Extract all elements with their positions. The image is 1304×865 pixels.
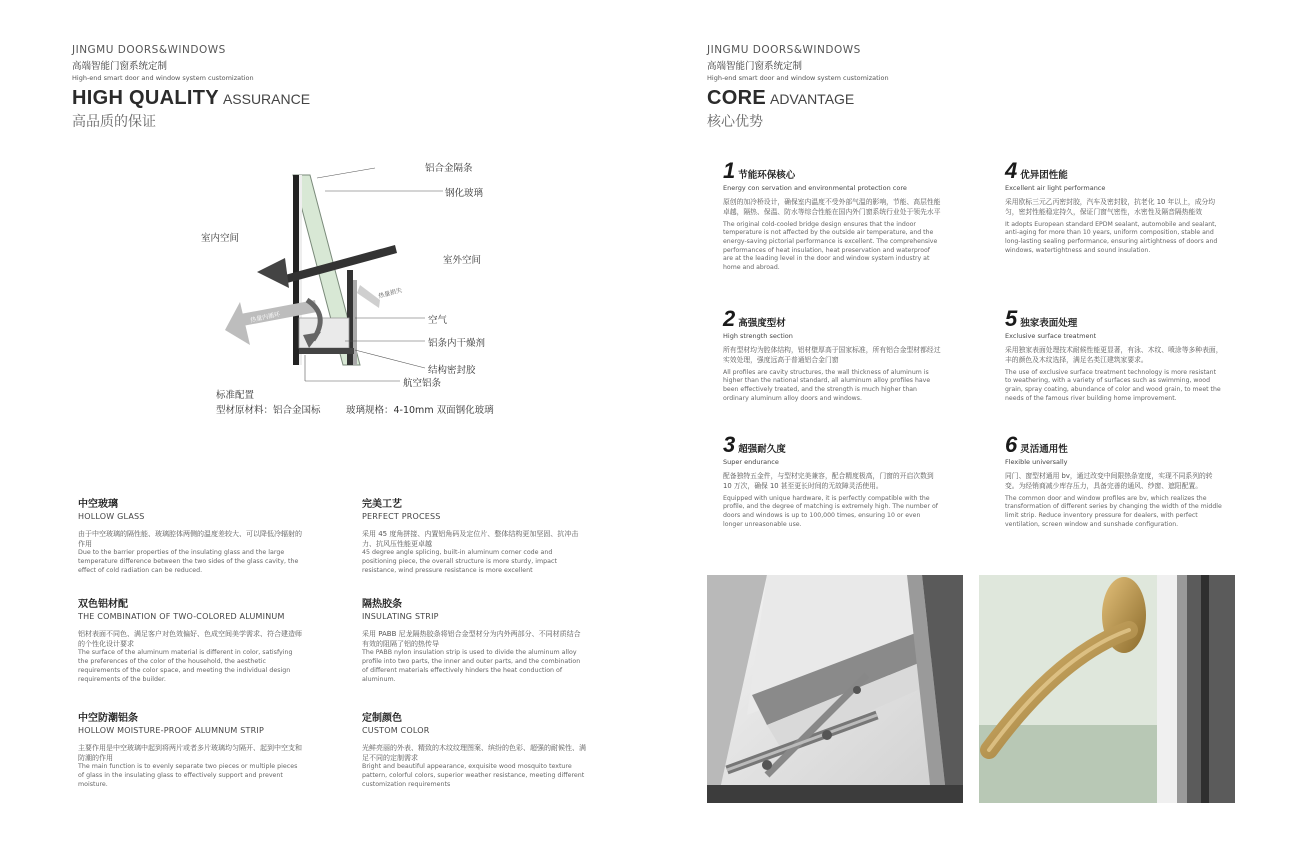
label-air: 空气	[428, 315, 448, 326]
core-title: 节能环保核心	[738, 170, 796, 181]
core-subtitle: Excellent air light performance	[1005, 184, 1106, 192]
spec-profile: 型材原材料：铝合金国标	[216, 405, 321, 416]
feature-title-en: HOLLOW MOISTURE-PROOF ALUMNUM STRIP	[78, 726, 264, 735]
core-title: 独家表面处理	[1020, 318, 1078, 329]
label-tempered-glass: 钢化玻璃	[445, 188, 484, 199]
core-number: 4	[1005, 158, 1018, 183]
core-title: 灵活通用性	[1020, 444, 1068, 455]
feature-text-en: Due to the barrier properties of the insulating glass and the large temperature difference between the two sides of the glass cavity, the effect of cold radiation can be reduced.	[78, 549, 299, 574]
core-text-en: It adopts European standard EPDM sealant, automobile and sealant, anti-aging for more than 10 years, uniform composition, stable and long-lasting sealing performance, ensuring airtightness of doors and windows, watertightness and sound insulation.	[1005, 220, 1218, 254]
brand-en: High-end smart door and window system customization	[707, 74, 889, 82]
core-subtitle: Flexible universally	[1005, 458, 1068, 466]
core-number: 5	[1005, 306, 1018, 331]
feature-text-cn: 铝材表面不同色、满足客户对色效偏好、色成空间美学需求、符合建造师的个性化设计要求	[78, 630, 302, 649]
core-title: 超强耐久度	[738, 444, 786, 455]
core-item-6	[1005, 434, 1223, 529]
page-title-light: ADVANTAGE	[769, 91, 855, 107]
label-sealant: 结构密封胶	[428, 365, 476, 376]
spec-glass: 玻璃规格：4-10mm 双面钢化玻璃	[346, 405, 494, 416]
label-sun-refraction: 太阳光折射	[336, 244, 368, 259]
feature-title-en: THE COMBINATION OF TWO-COLORED ALUMINUM	[78, 612, 285, 621]
brand-name: JINGMU DOORS&WINDOWS	[707, 44, 861, 56]
feature-title-en: HOLLOW GLASS	[78, 512, 145, 521]
window-handle-photo	[979, 575, 1235, 803]
feature-text-cn: 采用 45 度角拼接、内置铝角码及定位片、整体结构更加坚固、抗冲击力、抗风压性能更卓越	[362, 530, 579, 549]
right-brand-block	[707, 44, 889, 131]
core-item-5	[1005, 308, 1223, 403]
core-number: 6	[1005, 432, 1018, 457]
page-title-light: ASSURANCE	[222, 91, 311, 107]
window-hinge-photo	[707, 575, 963, 803]
core-item-2	[723, 308, 941, 403]
feature-text-cn: 光鲜亮丽的外表、精致的木纹纹理图案、缤纷的色彩、超强的耐候性、满足不同的定制需求	[362, 744, 586, 763]
brand-cn: 高端智能门窗系统定制	[707, 61, 803, 72]
core-subtitle: Super endurance	[723, 458, 779, 466]
right-page	[652, 0, 1304, 865]
feature-title: 双色铝材配	[78, 599, 128, 610]
feature-title: 中空玻璃	[78, 499, 118, 510]
core-item-4	[1005, 160, 1223, 255]
core-subtitle: Exclusive surface treatment	[1005, 332, 1097, 340]
page-title	[707, 87, 889, 110]
page-title-bold: CORE	[707, 87, 766, 109]
feature-text-en: The main function is to evenly separate two pieces or multiple pieces of glass in the insulating glass to effectively support and prevent moisture.	[78, 763, 298, 788]
core-text-en: The use of exclusive surface treatment technology is more resistant to weathering, with a variety of surfaces such as swimming, wood grain, spray coating, abundance of color and wood grain, to meet the needs of the famous river building home improvement.	[1005, 368, 1221, 402]
feature-title-en: CUSTOM COLOR	[362, 726, 430, 735]
feature-text-en: 45 degree angle splicing, built-in aluminum corner code and positioning piece, the overall structure is more sturdy, impact resistance, wind pressure resistance is more excellent	[362, 549, 557, 574]
core-title: 高强度型材	[738, 318, 786, 329]
core-text-en: All profiles are cavity structures, the wall thickness of aluminum is higher than the national standard, all aluminum alloy profiles have been effectively treated, and the strength is much higher than ordinary aluminum alloy doors and windows.	[723, 368, 931, 402]
feature-text-en: The surface of the aluminum material is different in color, satisfying the preferences of the color of the household, the aesthetic requirements of the color space, and meeting the individual design requirements of the builder.	[78, 649, 293, 683]
core-number: 1	[723, 158, 736, 183]
label-indoor-space: 室内空间	[201, 233, 240, 244]
feature-title-en: INSULATING STRIP	[362, 612, 439, 621]
core-text-cn: 配备独特五金件，与型材完美兼容，配合精度极高，门窗的开启次数到 10 万次，确保 10 甚至更长时间的无故障灵活使用。	[723, 472, 934, 490]
label-spacer: 铝合金隔条	[425, 163, 473, 174]
brand-cn: 高端智能门窗系统定制	[72, 61, 168, 72]
feature-insulating-strip	[362, 595, 587, 685]
core-text-en: The common door and window profiles are bv, which realizes the transformation of different series by changing the width of the middle limit strip. Reduce inventory pressure for dealers, with perfect ventilation, screen window and sunshade configuration.	[1005, 494, 1222, 528]
feature-two-color-aluminum	[78, 595, 303, 685]
label-desiccant: 铝条内干燥剂	[428, 338, 486, 349]
core-subtitle: Energy con servation and environmental protection core	[723, 184, 907, 192]
left-brand-block	[72, 44, 310, 131]
label-aviation-strip: 航空铝条	[403, 378, 442, 389]
spec-title: 标准配置	[216, 390, 255, 401]
feature-title: 完美工艺	[362, 499, 402, 510]
brand-en: High-end smart door and window system customization	[72, 74, 254, 82]
page-subtitle-cn: 高品质的保证	[72, 114, 156, 130]
page-title-bold: HIGH QUALITY	[72, 87, 219, 109]
core-text-cn: 原创的加冷桥设计，确保室内温度不受外部气温的影响，节能、高层性能卓越，隔热、保温、防水等综合性能在国内外门窗系统行业处于领先水平	[723, 198, 941, 216]
feature-title: 隔热胶条	[362, 599, 402, 610]
feature-text-cn: 由于中空玻璃的隔性能、玻璃腔体两侧的温度差较大、可以降低冷辐射的作用	[78, 530, 302, 549]
core-title: 优异团性能	[1020, 170, 1068, 181]
core-text-cn: 采用独家表面处理技术耐候性能更显著，有泳、木纹、喷涂等多种表面，丰的颜色及木纹选择，满足名类江建筑家要求。	[1005, 346, 1223, 364]
feature-text-en: The PABB nylon insulation strip is used to divide the aluminum alloy profile into two parts, the inner and outer parts, and the combination of different materials effectively hinders the heat conduction of aluminum.	[362, 649, 581, 683]
label-heat-loss: 热量损失	[377, 286, 403, 300]
feature-title: 中空防潮铝条	[78, 713, 138, 724]
label-heat-inner-loop: 热量内循环	[249, 310, 281, 325]
core-text-cn: 所有型材均为腔体结构，铝材壁厚高于国家标准，所有铝合金型材都经过实效处理，强度远高于普通铝合金门窗	[723, 346, 941, 364]
core-text-en: Equipped with unique hardware, it is perfectly compatible with the profile, and the degree of matching is extremely high. The number of doors and windows is up to 100,000 times, ensuring 10 or even longer unreasonable use.	[723, 494, 938, 528]
feature-text-cn: 主要作用是中空玻璃中起到将两片或者多片玻璃均匀隔开、起到中空支和防潮的作用	[78, 744, 302, 763]
core-number: 3	[723, 432, 736, 457]
feature-perfect-process	[362, 495, 587, 576]
core-number: 2	[723, 306, 736, 331]
feature-moisture-proof-strip	[78, 709, 303, 790]
brand-name: JINGMU DOORS&WINDOWS	[72, 44, 226, 56]
core-text-cn: 同门、窗型材通用 bv，通过改变中间限热条宽度，实现不同系列的转变。为经销商减少库存压力，具备完善的通风、纱窗、遮阳配置。	[1005, 472, 1213, 490]
feature-text-en: Bright and beautiful appearance, exquisite wood mosquito texture pattern, colorful colors, superior weather resistance, meeting different customization requirements	[362, 763, 585, 788]
insulating-glass-diagram	[195, 150, 515, 420]
hinge-photo-illustration	[707, 575, 963, 803]
core-item-3	[723, 434, 941, 529]
page-subtitle-cn: 核心优势	[707, 114, 763, 130]
feature-hollow-glass	[78, 495, 303, 576]
core-subtitle: High strength section	[723, 332, 793, 340]
core-item-1	[723, 160, 941, 273]
page-title	[72, 87, 310, 110]
feature-text-cn: 采用 PABB 尼龙隔热胶条将铝合金型材分为内外两部分、不同材质结合有效的阻隔了铝的热传导	[362, 630, 581, 649]
core-text-cn: 采用欧标三元乙丙密封胶，汽车及密封胶，抗老化 10 年以上，成分均匀，密封性能稳定持久，保证门窗气密性，水密性及隔音隔热能效	[1005, 198, 1216, 216]
core-text-en: The original cold-cooled bridge design ensures that the indoor temperature is not affected by the outside air temperature, and the energy-saving pictorial performance is excellent. The comprehensive performances of heat insulation, heat preservation and waterproof are at the leading level in the door and window system industry at home and abroad.	[723, 220, 938, 272]
feature-title: 定制颜色	[362, 713, 402, 724]
label-outdoor-space: 室外空间	[443, 255, 482, 266]
feature-custom-color	[362, 709, 587, 790]
handle-photo-illustration	[979, 575, 1235, 803]
feature-title-en: PERFECT PROCESS	[362, 512, 441, 521]
